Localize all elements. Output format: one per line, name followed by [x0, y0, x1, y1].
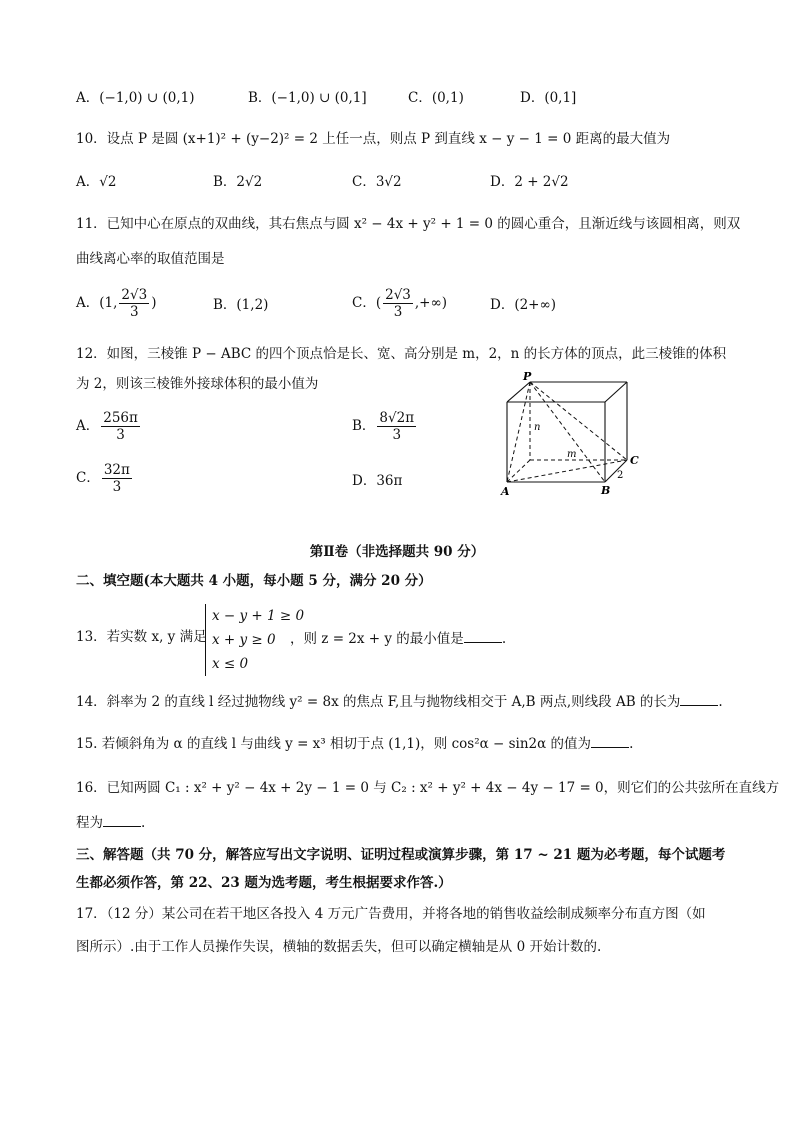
q12-b-prefix: B． — [352, 418, 376, 434]
edge-bottom-right — [605, 460, 627, 482]
q16-line1: 16．已知两圆 C₁ : x² + y² − 4x + 2y − 1 = 0 与 C₂ : x² + y² + 4x − 4y − 17 = 0，则它们的公共弦所在直线方 — [76, 780, 780, 796]
q12-a-prefix: A． — [76, 418, 100, 434]
q13-constraint-2: x + y ≥ 0 — [212, 632, 276, 648]
q14-end: . — [718, 694, 723, 710]
q12-option-d[interactable]: D．36π — [352, 473, 403, 489]
q14-question — [76, 691, 723, 711]
q17-line1: 17．（12 分）某公司在若干地区各投入 4 万元广告费用，并将各地的销售收益绘制成频率分布直方图（如 — [76, 906, 706, 922]
q12-option-b[interactable] — [352, 410, 418, 443]
q12-stem-line1: 12．如图，三棱锥 P − ABC 的四个顶点恰是长、宽、高分别是 m，2，n 的长方体的顶点，此三棱锥的体积 — [76, 346, 727, 362]
q12-c-numerator: 32π — [103, 462, 130, 478]
q12-option-c[interactable] — [76, 462, 134, 495]
q11-a-suffix: ) — [151, 295, 157, 311]
q11-a-numerator: 2√3 — [121, 287, 148, 303]
q12-b-denominator: 3 — [392, 427, 402, 443]
q17-line2: 图所示）.由于工作人员操作失误，横轴的数据丢失，但可以确定横轴是从 0 开始计数的. — [76, 939, 602, 955]
label-c: C — [630, 454, 639, 467]
section2-heading: 二、填空题(本大题共 4 小题，每小题 5 分，满分 20 分） — [76, 573, 432, 589]
q11-stem-line2: 曲线离心率的取值范围是 — [76, 251, 225, 267]
q9-option-a[interactable]: A．(−1,0) ∪ (0,1) — [76, 90, 195, 106]
q13-end: . — [501, 631, 507, 647]
section3-line2: 生都必须作答，第 22、23 题为选考题，考生根据要求作答.） — [76, 875, 452, 891]
q12-b-fraction — [377, 410, 416, 443]
q11-a-denominator: 3 — [130, 304, 139, 320]
q16-line2: 程为 — [76, 815, 103, 831]
q13-question — [290, 628, 506, 648]
q11-c-prefix: C．( — [352, 295, 382, 311]
edge-pc — [530, 382, 627, 460]
q11-option-c[interactable] — [352, 287, 447, 320]
q11-option-d[interactable]: D．(2+∞) — [490, 297, 557, 313]
q11-option-b[interactable]: B．(1,2) — [213, 297, 269, 313]
section3-line1: 三、解答题（共 70 分，解答应写出文字说明、证明过程或演算步骤，第 17 ~ 21 题为必考题，每个试题考 — [76, 847, 726, 863]
q12-option-a[interactable] — [76, 410, 142, 443]
q13-constraint-1: x − y + 1 ≥ 0 — [212, 608, 305, 624]
q16-line2-wrap — [76, 812, 145, 832]
q13-prefix: 13．若实数 x, y 满足 — [76, 629, 207, 645]
q14-answer-blank[interactable] — [680, 691, 718, 706]
q9-option-c[interactable]: C．(0,1) — [408, 90, 464, 106]
q11-c-suffix: ,+∞) — [414, 295, 448, 311]
q12-a-denominator: 3 — [116, 427, 125, 443]
q9-option-b[interactable]: B．(−1,0) ∪ (0,1] — [248, 90, 367, 106]
q11-a-fraction — [119, 287, 149, 320]
q13-constraint-3: x ≤ 0 — [212, 656, 249, 672]
q11-c-numerator: 2√3 — [385, 287, 411, 303]
q15-end: . — [629, 736, 634, 752]
q12-c-denominator: 3 — [112, 479, 122, 495]
q11-option-a[interactable] — [76, 287, 156, 320]
label-b: B — [601, 484, 611, 497]
label-a: A — [501, 485, 510, 498]
part2-title: 第Ⅱ卷（非选择题共 90 分） — [309, 544, 485, 560]
q15-question — [76, 733, 633, 753]
label-2: 2 — [617, 470, 624, 481]
q12-cuboid-figure — [495, 370, 645, 500]
q16-end: . — [141, 815, 146, 831]
q12-a-fraction — [101, 410, 140, 443]
q11-stem-line1: 11．已知中心在原点的双曲线，其右焦点与圆 x² − 4x + y² + 1 = 0 的圆心重合，且渐近线与该圆相离，则双 — [76, 216, 741, 232]
q14-text: 14．斜率为 2 的直线 l 经过抛物线 y² = 8x 的焦点 F,且与抛物线相交于 A,B 两点,则线段 AB 的长为 — [76, 694, 681, 710]
q11-c-fraction — [383, 287, 413, 320]
q10-option-b[interactable]: B．2√2 — [213, 174, 263, 190]
edge-pb — [530, 382, 605, 482]
edge-pa — [507, 382, 530, 482]
edge-hidden-left — [507, 460, 530, 482]
label-p: P — [523, 370, 532, 383]
q12-stem-line2: 为 2，则该三棱锥外接球体积的最小值为 — [76, 376, 319, 392]
q12-b-numerator: 8√2π — [379, 410, 415, 426]
q10-option-a[interactable]: A．√2 — [76, 174, 117, 190]
label-m: m — [567, 449, 577, 460]
q15-text: 15. 若倾斜角为 α 的直线 l 与曲线 y = x³ 相切于点 (1,1)，则 cos²α − sin2α 的值为 — [76, 736, 592, 752]
q12-c-prefix: C． — [76, 470, 100, 486]
q9-option-d[interactable]: D．(0,1] — [520, 90, 577, 106]
q12-c-fraction — [102, 462, 132, 495]
label-n: n — [534, 422, 541, 433]
q16-answer-blank[interactable] — [103, 812, 141, 827]
q13-suffix: ，则 z = 2x + y 的最小值是 — [290, 631, 464, 647]
q10-option-c[interactable]: C．3√2 — [352, 174, 402, 190]
q13-answer-blank[interactable] — [464, 628, 502, 643]
q10-option-d[interactable]: D．2 + 2√2 — [490, 174, 569, 190]
q12-a-numerator: 256π — [103, 410, 138, 426]
q11-a-prefix: A．(1, — [76, 295, 118, 311]
q11-c-denominator: 3 — [393, 304, 403, 320]
q10-stem: 10．设点 P 是圆 (x+1)² + (y−2)² = 2 上任一点，则点 P 到直线 x − y − 1 = 0 距离的最大值为 — [76, 131, 671, 147]
q15-answer-blank[interactable] — [591, 733, 629, 748]
edge-top-right — [605, 382, 627, 402]
